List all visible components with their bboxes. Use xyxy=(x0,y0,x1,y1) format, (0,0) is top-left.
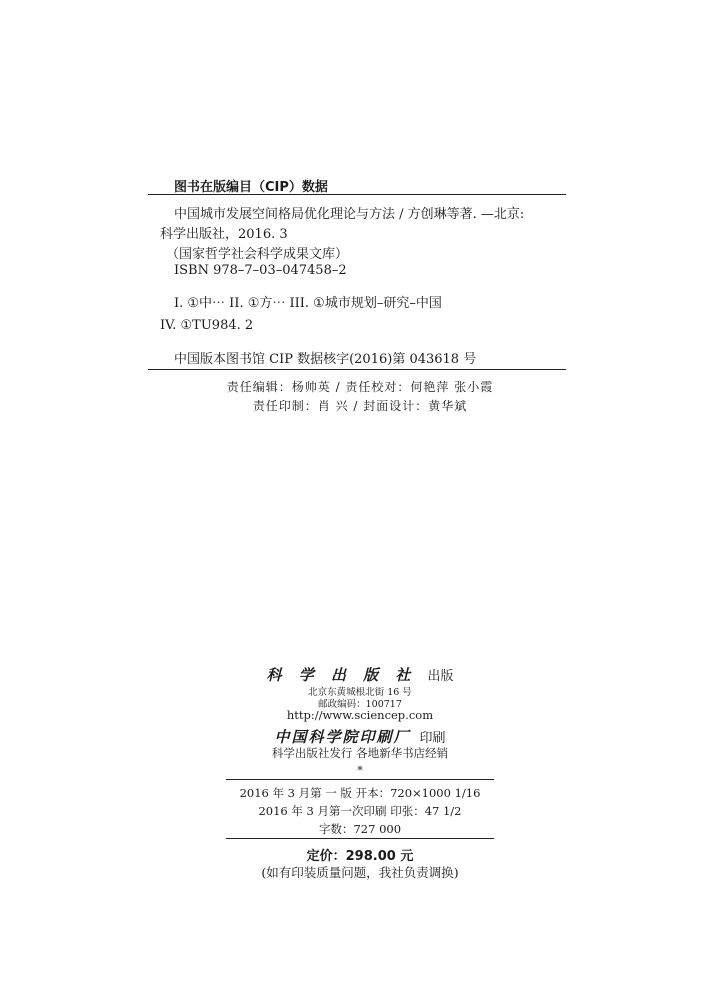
cip-isbn: ISBN 978–7–03–047458–2 xyxy=(174,263,347,278)
price: 定价：298.00 元 xyxy=(306,849,414,864)
cip-line-2: 科学出版社，2016. 3 xyxy=(160,227,288,242)
publisher-address: 北京东黄城根北街 16 号 xyxy=(308,687,412,698)
cip-data-number: 中国版本图书馆 CIP 数据核字(2016)第 043618 号 xyxy=(174,352,477,367)
distribution-line: 科学出版社发行 各地新华书店经销 xyxy=(271,746,449,760)
cip-series: （国家哲学社会科学成果文库） xyxy=(166,247,349,262)
edition-bottom-rule xyxy=(226,838,494,839)
cip-classification: I. ①中⋯ II. ①方⋯ III. ①城市规划–研究–中国 xyxy=(174,296,442,311)
publisher-name: 科 学 出 版 社 xyxy=(266,666,417,684)
cip-title: 图书在版编目（CIP）数据 xyxy=(174,180,328,195)
edition-line-1: 2016 年 3 月第 一 版 开本：720×1000 1/16 xyxy=(239,786,481,800)
printer-line xyxy=(0,726,720,747)
edition-line-2: 2016 年 3 月第一次印刷 印张：47 1/2 xyxy=(258,804,462,818)
publisher-postcode: 邮政编码：100717 xyxy=(318,699,402,710)
publisher-suffix: 出版 xyxy=(427,669,454,684)
word-count: 字数：727 000 xyxy=(318,822,402,836)
credits-line-1: 责任编辑：杨帅英 / 责任校对：何艳萍 张小霞 xyxy=(226,380,494,394)
cip-classification-2: IV. ①TU984. 2 xyxy=(160,318,254,333)
price-note: (如有印装质量问题，我社负责调换) xyxy=(261,865,459,880)
edition-top-rule xyxy=(226,779,494,780)
cip-line-1: 中国城市发展空间格局优化理论与方法 / 方创琳等著. —北京: xyxy=(174,207,525,222)
credits-line-2: 责任印制：肖 兴 / 封面设计：黄华斌 xyxy=(252,399,468,413)
printer-name: 中国科学院印刷厂 xyxy=(274,728,411,746)
publisher-line xyxy=(0,664,720,685)
cip-top-rule xyxy=(148,194,566,195)
separator-star: * xyxy=(357,763,363,777)
printer-suffix: 印刷 xyxy=(419,731,446,746)
publisher-url: http://www.sciencep.com xyxy=(286,708,434,722)
cip-bottom-rule xyxy=(148,369,566,370)
